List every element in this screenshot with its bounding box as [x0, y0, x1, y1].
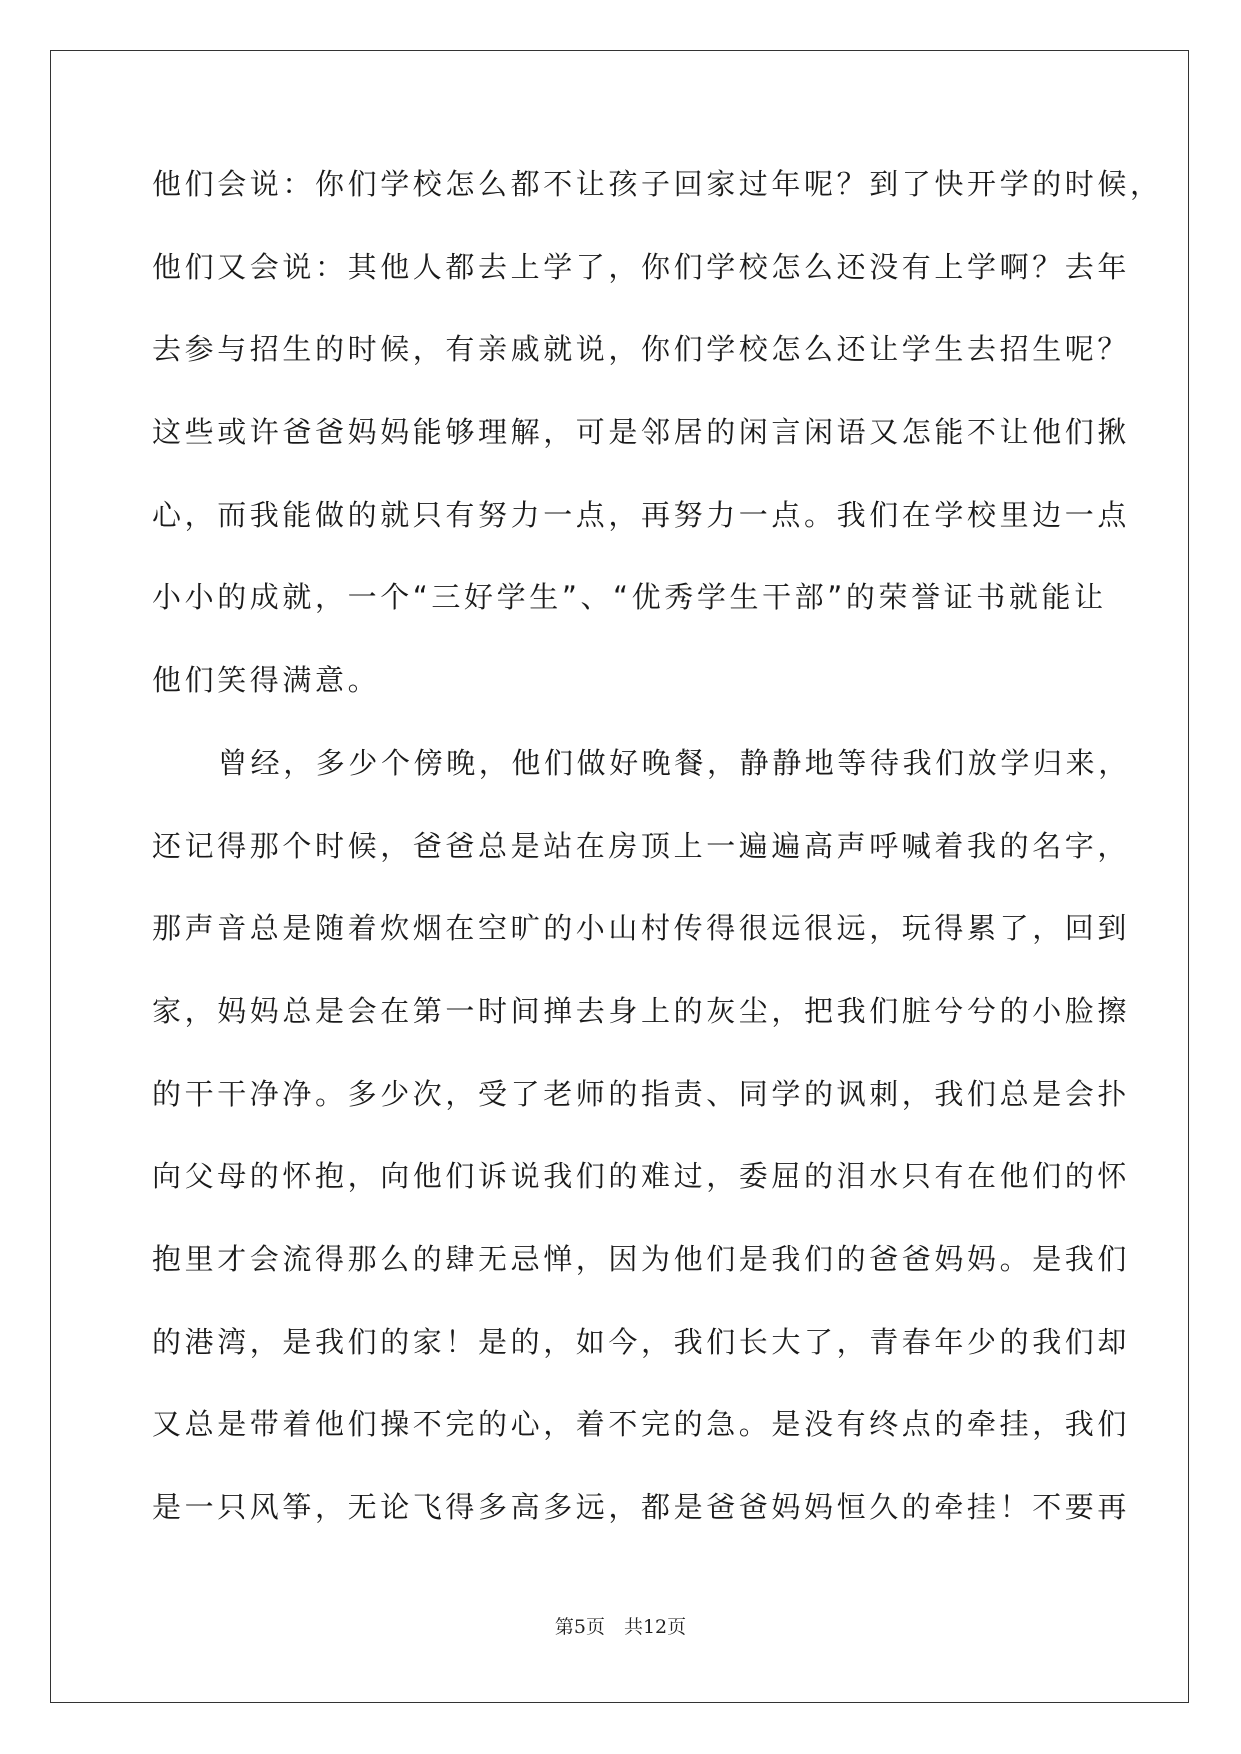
- text-line: 他们会说：你们学校怎么都不让孩子回家过年呢？到了快开学的时候，: [152, 167, 1163, 201]
- text-line: 那声音总是随着炊烟在空旷的小山村传得很远很远，玩得累了，回到: [152, 911, 1131, 946]
- text-line: 向父母的怀抱，向他们诉说我们的难过，委屈的泪水只有在他们的怀: [152, 1159, 1131, 1194]
- text-line: 抱里才会流得那么的肆无忌惮，因为他们是我们的爸爸妈妈。是我们: [152, 1241, 1131, 1276]
- text-line: 又总是带着他们操不完的心，着不完的急。是没有终点的牵挂，我们: [152, 1407, 1131, 1442]
- text-line: 这些或许爸爸妈妈能够理解，可是邻居的闲言闲语又怎能不让他们揪: [152, 415, 1131, 450]
- text-line: 心，而我能做的就只有努力一点，再努力一点。我们在学校里边一点: [152, 497, 1131, 532]
- text-line: 还记得那个时候，爸爸总是站在房顶上一遍遍高声呼喊着我的名字，: [152, 828, 1131, 863]
- text-line: 小小的成就，一个“三好学生”、“优秀学生干部”的荣誉证书就能让: [152, 580, 1107, 615]
- paragraph-start-line: 曾经，多少个傍晚，他们做好晚餐，静静地等待我们放学归来，: [218, 745, 1131, 780]
- text-line: 他们笑得满意。: [152, 663, 381, 698]
- document-body: [152, 163, 1163, 1569]
- text-line: 家，妈妈总是会在第一时间掸去身上的灰尘，把我们脏兮兮的小脸擦: [152, 993, 1131, 1028]
- text-line: 的干干净净。多少次，受了老师的指责、同学的讽刺，我们总是会扑: [152, 1076, 1131, 1111]
- text-line: 他们又会说：其他人都去上学了，你们学校怎么还没有上学啊？去年: [152, 249, 1131, 284]
- text-line: 的港湾，是我们的家！是的，如今，我们长大了，青春年少的我们却: [152, 1324, 1131, 1359]
- page-number-footer: 第5页 共12页: [554, 1616, 687, 1638]
- text-line: 去参与招生的时候，有亲戚就说，你们学校怎么还让学生去招生呢？: [152, 332, 1131, 367]
- text-line: 是一只风筝，无论飞得多高多远，都是爸爸妈妈恒久的牵挂！不要再: [152, 1490, 1131, 1524]
